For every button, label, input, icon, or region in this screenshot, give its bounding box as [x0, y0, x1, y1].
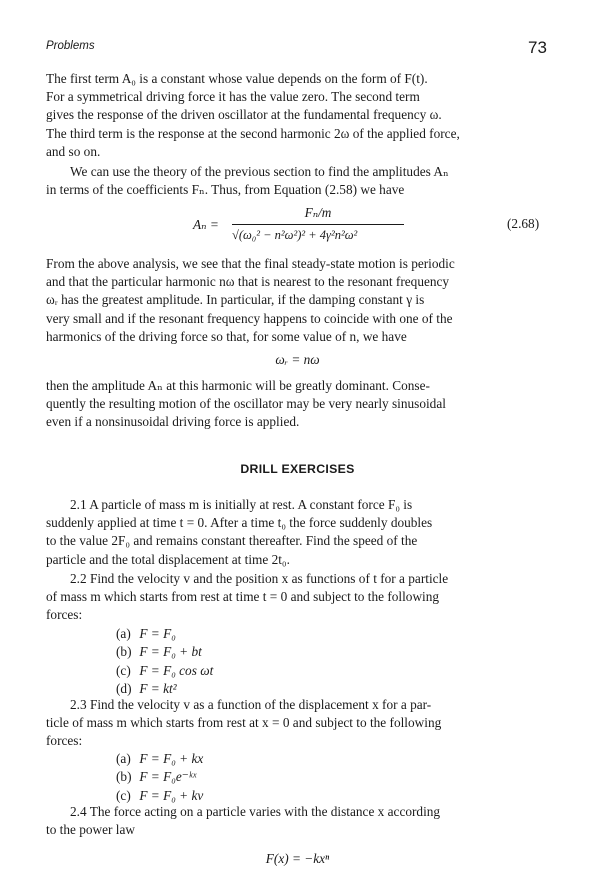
list-item: (d) F = kt² [116, 681, 177, 697]
running-header: Problems [46, 40, 95, 52]
text-line: The first term A₀ is a constant whose value depends on the form of F(t). [46, 71, 428, 86]
text-line: From the above analysis, we see that the final steady-state motion is periodic [46, 256, 455, 271]
analysis-paragraph [46, 255, 552, 346]
list-item: (c) F = F₀ + kv [116, 787, 204, 803]
text-line: The third term is the response at the second harmonic 2ω of the applied force, [46, 125, 460, 141]
exercise-2-4 [46, 803, 552, 839]
power-law-equation: F(x) = −kxⁿ [265, 851, 330, 866]
text-line: in terms of the coefficients Fₙ. Thus, from Equation (2.58) we have [46, 182, 405, 198]
text-line: For a symmetrical driving force it has the value zero. The second term [46, 89, 420, 105]
text-line: 2.3 Find the velocity v as a function of the displacement x for a par- [70, 697, 432, 712]
equation-number: (2.68) [507, 216, 540, 231]
page-number: 73 [528, 38, 547, 57]
text-line: forces: [46, 607, 83, 623]
text-line: to the power law [46, 822, 135, 838]
text-line: gives the response of the driven oscillator at the fundamental frequency ω. [46, 107, 442, 123]
exercise-2-3-items [116, 750, 203, 805]
intro-paragraph-2 [46, 163, 552, 199]
exercise-2-1 [46, 496, 552, 569]
fraction-bar [232, 224, 404, 225]
equation-numerator: Fₙ/m [304, 205, 332, 220]
intro-paragraph-1 [46, 70, 552, 161]
exercise-2-2-items [116, 625, 213, 699]
text-line: ωᵣ has the greatest amplitude. In particular, if the damping constant γ is [46, 292, 425, 308]
text-line: particle and the total displacement at time 2t₀. [46, 551, 290, 567]
text-line: 2.1 A particle of mass m is initially at rest. A constant force F₀ is [70, 497, 413, 512]
text-line: 2.2 Find the velocity v and the position x as functions of t for a particle [70, 571, 449, 586]
conclusion-paragraph [46, 377, 552, 432]
text-line: ticle of mass m which starts from rest at x = 0 and subject to the following [46, 715, 442, 731]
list-item: (b) F = F₀ + bt [116, 644, 202, 660]
text-line: forces: [46, 733, 83, 749]
list-item: (b) F = F₀e⁻ᵏˣ [116, 769, 197, 785]
text-line: then the amplitude Aₙ at this harmonic will be greatly dominant. Conse- [46, 378, 430, 393]
text-line: even if a nonsinusoidal driving force is applied. [46, 414, 300, 430]
text-line: of mass m which starts from rest at time t = 0 and subject to the following [46, 589, 440, 605]
text-line: and so on. [46, 143, 101, 159]
resonance-equation: ωᵣ = nω [275, 352, 320, 367]
text-line: very small and if the resonant frequency happens to coincide with one of the [46, 310, 453, 326]
list-item: (a) F = F₀ [116, 626, 176, 641]
text-line: harmonics of the driving force so that, for some value of n, we have [46, 328, 407, 344]
text-line: 2.4 The force acting on a particle varies with the distance x according [70, 804, 441, 819]
text-line: quently the resulting motion of the oscillator may be very nearly sinusoidal [46, 396, 446, 412]
list-item: (a) F = F₀ + kx [116, 751, 204, 766]
list-item: (c) F = F₀ cos ωt [116, 662, 214, 678]
equation-denominator: √(ω₀² − n²ω²)² + 4γ²n²ω² [232, 228, 358, 242]
text-line: suddenly applied at time t = 0. After a time t₀ the force suddenly doubles [46, 515, 433, 531]
text-line: We can use the theory of the previous section to find the amplitudes Aₙ [70, 164, 449, 179]
text-line: and that the particular harmonic nω that is nearest to the resonant frequency [46, 274, 450, 290]
exercise-2-3 [46, 696, 552, 751]
exercise-2-2 [46, 570, 552, 625]
drill-exercises-heading: DRILL EXERCISES [240, 462, 355, 476]
text-line: to the value 2F₀ and remains constant thereafter. Find the speed of the [46, 533, 418, 549]
equation-lhs: Aₙ = [193, 217, 219, 232]
